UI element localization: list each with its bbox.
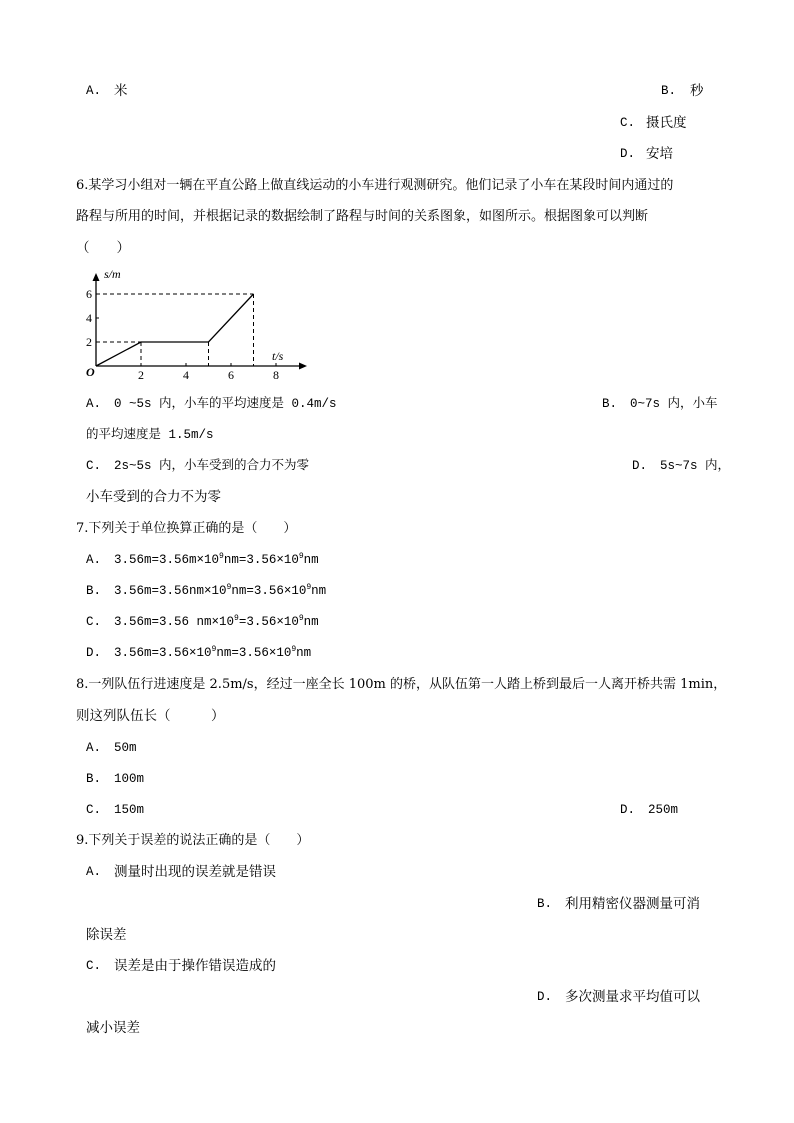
q6-option-b-text-part1: 0~7s 内，小车 xyxy=(630,397,718,411)
q6-option-c-letter: C. xyxy=(86,459,102,473)
y-tick-label: 4 xyxy=(86,311,92,325)
q6-option-b-text-part2: 的平均速度是 1.5m/s xyxy=(86,428,214,442)
q6-option-a-letter: A. xyxy=(86,397,102,411)
q7-option-b-text: $3.56m=3.56nm\times 10^9nm=3.56\times 10^9nm$ xyxy=(114,583,327,598)
q9-option-a-letter: A. xyxy=(86,865,102,879)
q9-option-d-text-part1: 多次测量求平均值可以 xyxy=(565,989,700,1005)
q6-stem-line2: 路程与所用的时间，并根据记录的数据绘制了路程与时间的关系图象，如图所示。根据图象可以判断 xyxy=(76,209,649,224)
y-tick-label: 6 xyxy=(86,287,92,301)
q5-option-c-letter: C. xyxy=(620,116,636,130)
x-tick-label: 2 xyxy=(138,368,144,382)
distance-time-line xyxy=(96,294,254,366)
q7-option-d-text: $3.56m=3.56\times 10^9nm=3.56\times 10^9nm$ xyxy=(114,645,312,660)
distance-time-graph xyxy=(84,266,304,382)
x-axis-arrow xyxy=(299,363,307,370)
q7-option-c-text: 3.56m=3.56 $nm\times 10^9=3.56\times 10^9nm$ xyxy=(114,614,319,629)
graph-x-axis-label: t/s xyxy=(272,349,284,363)
q5-option-b-letter: B. xyxy=(661,84,677,98)
q6-option-a-text: 0 ~5s 内，小车的平均速度是 0.4m/s xyxy=(114,397,337,411)
q9-option-b-letter: B. xyxy=(537,897,553,911)
q8-option-c-letter: C. xyxy=(86,803,102,817)
q8-option-b-text: 100m xyxy=(114,772,145,786)
q6-option-b-letter: B. xyxy=(602,397,618,411)
q9-option-c-letter: C. xyxy=(86,959,102,973)
q7-option-a-letter: A. xyxy=(86,553,102,567)
graph-guides xyxy=(96,294,254,366)
graph-series xyxy=(96,294,254,366)
q7-stem: 7.下列关于单位换算正确的是（ ） xyxy=(76,521,297,536)
q9-option-d-text-part2: 减小误差 xyxy=(86,1020,140,1036)
q8-stem-line1: 8.一列队伍行进速度是 2.5m/s，经过一座全长 100m 的桥，从队伍第一人踏上桥到最后一人离开桥共需 1min， xyxy=(76,677,727,692)
q6-answer-blank: （ ） xyxy=(76,240,130,256)
graph-ticks xyxy=(86,287,279,382)
q5-option-d-letter: D. xyxy=(620,147,636,161)
q7-option-c-letter: C. xyxy=(86,615,102,629)
q6-stem-line1: 6.某学习小组对一辆在平直公路上做直线运动的小车进行观测研究。他们记录了小车在某段时间内通过的 xyxy=(76,178,674,193)
q5-option-b-text: 秒 xyxy=(690,83,704,99)
q9-option-b-text-part2: 除误差 xyxy=(86,927,127,943)
q9-option-d-letter: D. xyxy=(537,990,553,1004)
x-tick-label: 6 xyxy=(228,368,234,382)
y-axis-arrow xyxy=(93,273,100,281)
x-tick-label: 4 xyxy=(183,368,189,382)
q5-option-c-text: 摄氏度 xyxy=(646,115,687,131)
q6-option-d-letter: D. xyxy=(632,459,648,473)
q6-option-c-text: 2s~5s 内，小车受到的合力不为零 xyxy=(114,459,310,473)
q6-option-d-text-part1: 5s~7s 内， xyxy=(660,459,731,473)
q8-option-d-text: 250m xyxy=(648,803,679,817)
x-tick-label: 8 xyxy=(273,368,279,382)
q8-option-b-letter: B. xyxy=(86,772,102,786)
q5-option-d-text: 安培 xyxy=(646,146,673,162)
q5-option-a-letter: A. xyxy=(86,84,102,98)
q8-option-a-text: 50m xyxy=(114,741,137,755)
q7-option-b-letter: B. xyxy=(86,584,102,598)
q8-stem-line2: 则这列队伍长（ ） xyxy=(76,708,225,724)
y-tick-label: 2 xyxy=(86,335,92,349)
q9-option-a-text: 测量时出现的误差就是错误 xyxy=(114,864,276,880)
q7-option-a-text: $3.56m=3.56m\times 10^9nm=3.56\times 10^9nm$ xyxy=(114,552,319,567)
q8-option-d-letter: D. xyxy=(620,803,636,817)
q5-option-a-text: 米 xyxy=(114,83,128,99)
q9-option-b-text-part1: 利用精密仪器测量可消 xyxy=(565,896,700,912)
q9-option-c-text: 误差是由于操作错误造成的 xyxy=(114,958,276,974)
q7-option-d-letter: D. xyxy=(86,646,102,660)
q6-option-d-text-part2: 小车受到的合力不为零 xyxy=(86,489,221,505)
q9-stem: 9.下列关于误差的说法正确的是（ ） xyxy=(76,833,310,848)
q8-option-a-letter: A. xyxy=(86,741,102,755)
graph-y-axis-label: s/m xyxy=(104,267,121,281)
graph-origin-label: O xyxy=(86,365,95,379)
q8-option-c-text: 150m xyxy=(114,803,145,817)
